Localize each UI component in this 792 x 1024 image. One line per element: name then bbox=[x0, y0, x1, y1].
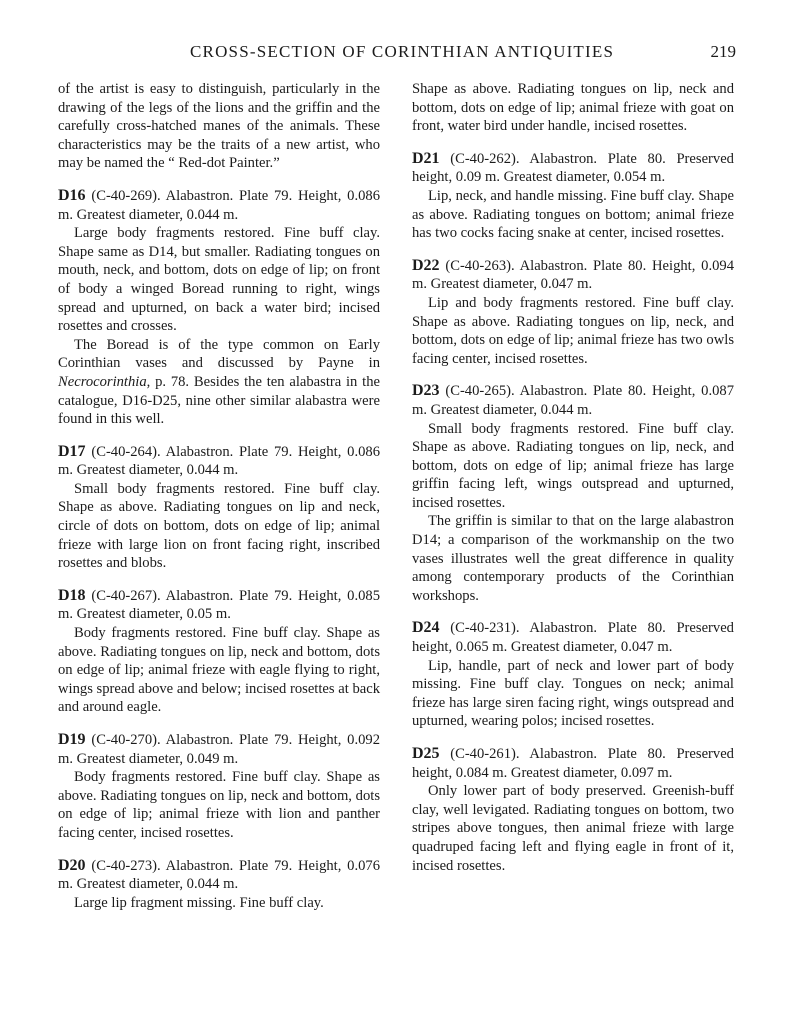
catalogue-entry-d20 bbox=[58, 857, 380, 913]
entry-heading-text: (C-40-261). Alabastron. Plate 80. Preserved height, 0.084 m. Greatest diameter, 0.097 m. bbox=[412, 746, 734, 781]
entry-note: The griffin is similar to that on the large alabastron D14; a comparison of the workmanship on the two vases illustrates well the great difference in quality among contemporary products of the Corinthian workshops. bbox=[412, 513, 734, 604]
right-column bbox=[412, 80, 734, 875]
left-column bbox=[58, 80, 380, 912]
catalogue-entry-d18 bbox=[58, 587, 380, 717]
entry-description: Body fragments restored. Fine buff clay. Shape as above. Radiating tongues on lip, neck and bottom, dots on edge of lip; animal frieze with eagle flying to right, wings spread above and below; incised rosettes at back and around eagle. bbox=[58, 625, 380, 716]
intro-paragraph: of the artist is easy to distinguish, particularly in the drawing of the legs of the lions and the griffin and the carefully cross-hatched manes of the animals. These characteristics may be the traits of a new artist, who may be named the “ Red-dot Painter.” bbox=[58, 81, 380, 172]
entry-heading bbox=[412, 257, 734, 294]
entry-id: D21 bbox=[412, 149, 440, 167]
entry-description: Lip and body fragments restored. Fine buff clay. Shape as above. Radiating tongues on lip, neck, and bottom, dots on edge of lip; animal frieze has two owls facing center, incised rosettes. bbox=[412, 294, 734, 367]
entry-note-text: The Boread is of the type common on Early Corinthian vases and discussed by Payne in bbox=[58, 336, 380, 372]
entry-id: D16 bbox=[58, 186, 86, 204]
entry-id: D20 bbox=[58, 856, 86, 874]
entry-heading bbox=[58, 587, 380, 624]
entry-description: Large lip fragment missing. Fine buff clay. bbox=[74, 894, 324, 911]
catalogue-entry-d17 bbox=[58, 443, 380, 573]
entry-heading bbox=[412, 619, 734, 656]
entry-heading bbox=[58, 857, 380, 894]
catalogue-entry-d25 bbox=[412, 745, 734, 875]
catalogue-entry-d16 bbox=[58, 187, 380, 429]
entry-heading-text: (C-40-273). Alabastron. Plate 79. Height, 0.076 m. Greatest diameter, 0.044 m. bbox=[58, 857, 380, 893]
entry-heading-text: (C-40-263). Alabastron. Plate 80. Height, 0.094 m. Greatest diameter, 0.047 m. bbox=[412, 257, 734, 293]
entry-note-text: , p. 78. Besides the ten alabastra in the catalogue, D16-D25, nine other similar alabastra were found in this well. bbox=[58, 373, 380, 428]
entry-description: Small body fragments restored. Fine buff clay. Shape as above. Radiating tongues on lip and neck, circle of dots on bottom, dots on edge of lip; animal frieze with large lion on front facing right, inscribed rosettes and blobs. bbox=[58, 480, 380, 572]
entry-heading bbox=[412, 150, 734, 187]
entry-heading-text: (C-40-267). Alabastron. Plate 79. Height, 0.085 m. Greatest diameter, 0.05 m. bbox=[58, 587, 380, 623]
page-number: 219 bbox=[710, 42, 736, 61]
entry-heading-text: (C-40-262). Alabastron. Plate 80. Preserved height, 0.09 m. Greatest diameter, 0.054 m. bbox=[412, 150, 734, 186]
entry-note bbox=[58, 336, 380, 429]
catalogue-entry-d23 bbox=[412, 382, 734, 605]
entry-id: D17 bbox=[58, 442, 86, 460]
running-head: CROSS-SECTION OF CORINTHIAN ANTIQUITIES bbox=[190, 42, 615, 61]
entry-id: D24 bbox=[412, 619, 440, 637]
entry-id: D18 bbox=[58, 586, 86, 604]
entry-heading bbox=[58, 187, 380, 224]
catalogue-entry-d22 bbox=[412, 257, 734, 369]
entry-heading bbox=[412, 745, 734, 782]
catalogue-entry-d19 bbox=[58, 731, 380, 843]
entry-description: Large body fragments restored. Fine buff clay. Shape same as D14, but smaller. Radiating tongues on mouth, neck, and bottom, dots on edge of lip; on front of body a winged Boread running to right, wings spread and upturned, on back a water bird; incised rosettes and crosses. bbox=[58, 225, 380, 335]
entry-id: D25 bbox=[412, 745, 440, 762]
entry-id: D22 bbox=[412, 256, 440, 274]
book-title: Necrocorinthia bbox=[58, 373, 147, 390]
entry-heading bbox=[58, 731, 380, 768]
entry-description: Small body fragments restored. Fine buff clay. Shape as above. Radiating tongues on lip, neck, and bottom, dots on edge of lip; animal frieze has large griffin facing left, wings outspread and upturned, incised rosettes. bbox=[412, 420, 734, 511]
entry-heading-text: (C-40-269). Alabastron. Plate 79. Height, 0.086 m. Greatest diameter, 0.044 m. bbox=[58, 187, 380, 223]
entry-description: Body fragments restored. Fine buff clay. Shape as above. Radiating tongues on lip, neck and bottom, dots on edge of lip; animal frieze with lion and panther facing center, incised rosettes. bbox=[58, 769, 380, 841]
entry-heading-text: (C-40-264). Alabastron. Plate 79. Height, 0.086 m. Greatest diameter, 0.044 m. bbox=[58, 443, 380, 479]
continued-description: Shape as above. Radiating tongues on lip, neck and bottom, dots on edge of lip; animal frieze with goat on front, water bird under handle, incised rosettes. bbox=[412, 81, 734, 135]
entry-heading bbox=[412, 382, 734, 419]
entry-heading bbox=[58, 443, 380, 480]
entry-heading-text: (C-40-265). Alabastron. Plate 80. Height, 0.087 m. Greatest diameter, 0.044 m. bbox=[412, 383, 734, 418]
entry-description: Lip, handle, part of neck and lower part of body missing. Fine buff clay. Tongues on neck; animal frieze has large siren facing right, wings outspread and upturned, wearing polos; incised rosettes. bbox=[412, 657, 734, 730]
entry-id: D23 bbox=[412, 382, 440, 400]
entry-description: Lip, neck, and handle missing. Fine buff clay. Shape as above. Radiating tongues on bottom; animal frieze has two cocks facing snake at center, incised rosettes. bbox=[412, 187, 734, 242]
catalogue-entry-d24 bbox=[412, 619, 734, 731]
entry-description: Only lower part of body preserved. Greenish-buff clay, well levigated. Radiating tongues on bottom, two stripes above tongues, then animal frieze with large quadruped facing left and flying eagle in front of it, incised rosettes. bbox=[412, 783, 734, 874]
entry-heading-text: (C-40-231). Alabastron. Plate 80. Preserved height, 0.065 m. Greatest diameter, 0.047 m. bbox=[412, 620, 734, 656]
entry-heading-text: (C-40-270). Alabastron. Plate 79. Height, 0.092 m. Greatest diameter, 0.049 m. bbox=[58, 732, 380, 767]
entry-id: D19 bbox=[58, 731, 86, 748]
catalogue-entry-d21 bbox=[412, 150, 734, 243]
page-header bbox=[58, 42, 740, 66]
